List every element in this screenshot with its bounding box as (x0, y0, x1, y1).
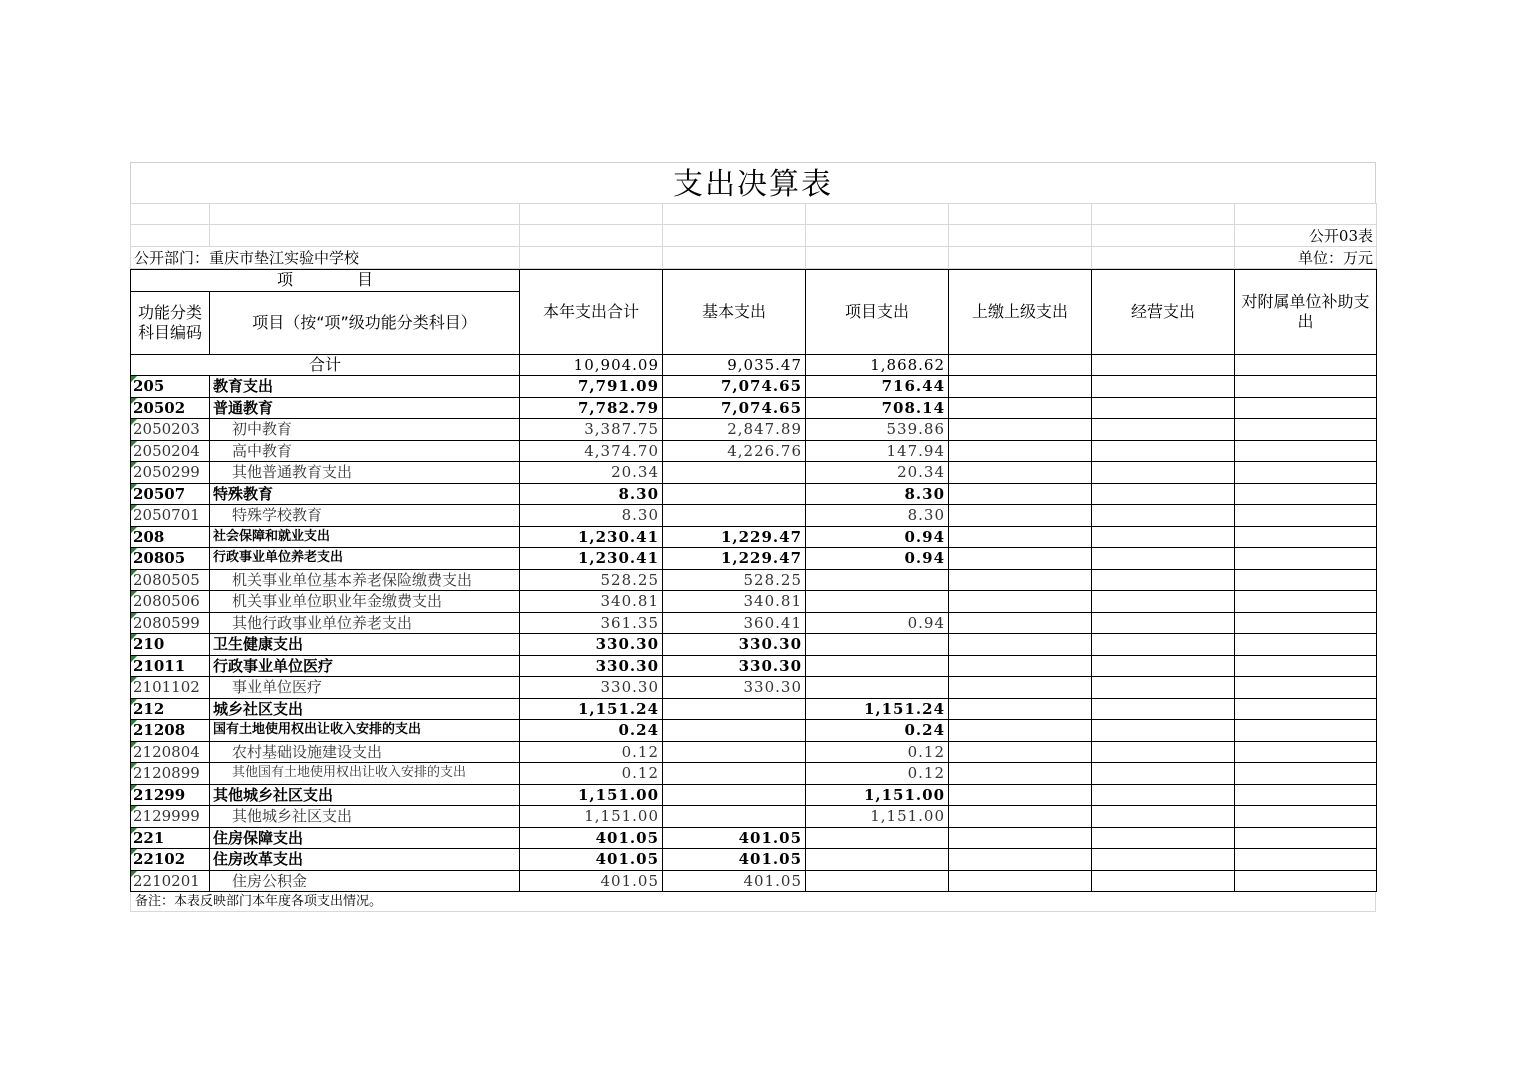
table-row (131, 677, 1377, 699)
subsidy-cell (1235, 440, 1377, 462)
total-cell: 1,151.00 (520, 784, 663, 806)
name-cell: 住房改革支出 (210, 849, 520, 871)
name-cell: 初中教育 (210, 419, 520, 441)
basic-cell: 340.81 (663, 591, 806, 613)
name-cell: 其他国有土地使用权出让收入安排的支出 (210, 763, 520, 785)
subsidy-cell (1235, 483, 1377, 505)
table-row (131, 763, 1377, 785)
subsidy-col-header: 对附属单位补助支出 (1235, 270, 1377, 355)
basic-cell: 1,229.47 (663, 548, 806, 570)
table-row (131, 483, 1377, 505)
business-cell (1092, 677, 1235, 699)
name-cell: 事业单位医疗 (210, 677, 520, 699)
table-row (131, 591, 1377, 613)
upper-cell (949, 462, 1092, 484)
project-cell: 539.86 (806, 419, 949, 441)
code-col-header: 功能分类科目编码 (131, 291, 210, 354)
name-cell: 卫生健康支出 (210, 634, 520, 656)
subsidy-cell (1235, 548, 1377, 570)
business-cell (1092, 720, 1235, 742)
business-cell (1092, 827, 1235, 849)
table-row (131, 806, 1377, 828)
name-cell: 住房保障支出 (210, 827, 520, 849)
upper-cell (949, 741, 1092, 763)
upper-cell (949, 806, 1092, 828)
blank-cell (1092, 204, 1235, 225)
name-cell: 国有土地使用权出让收入安排的支出 (210, 720, 520, 742)
basic-cell: 7,074.65 (663, 376, 806, 398)
name-cell: 教育支出 (210, 376, 520, 398)
table-row (131, 784, 1377, 806)
basic-cell (663, 763, 806, 785)
code-cell: 22102 (131, 849, 210, 871)
blank-cell (520, 225, 663, 247)
business-cell (1092, 505, 1235, 527)
subsidy-cell (1235, 870, 1377, 892)
table-row (131, 419, 1377, 441)
total-upper (949, 354, 1092, 376)
code-cell: 2120899 (131, 763, 210, 785)
blank-cell (210, 204, 520, 225)
table-row (131, 634, 1377, 656)
subsidy-cell (1235, 741, 1377, 763)
basic-cell: 360.41 (663, 612, 806, 634)
name-cell: 其他普通教育支出 (210, 462, 520, 484)
table-row (131, 397, 1377, 419)
name-cell: 其他行政事业单位养老支出 (210, 612, 520, 634)
table-row (131, 376, 1377, 398)
name-cell: 社会保障和就业支出 (210, 526, 520, 548)
blank-cell (949, 204, 1092, 225)
basic-col-header: 基本支出 (663, 270, 806, 355)
business-cell (1092, 483, 1235, 505)
code-cell: 2101102 (131, 677, 210, 699)
basic-cell (663, 741, 806, 763)
table-row (131, 655, 1377, 677)
total-cell: 0.12 (520, 741, 663, 763)
blank-cell (520, 247, 663, 269)
business-cell (1092, 397, 1235, 419)
code-cell: 21299 (131, 784, 210, 806)
business-cell (1092, 634, 1235, 656)
upper-cell (949, 591, 1092, 613)
upper-cell (949, 548, 1092, 570)
subsidy-cell (1235, 462, 1377, 484)
total-cell: 1,151.00 (520, 806, 663, 828)
subsidy-cell (1235, 849, 1377, 871)
total-cell: 528.25 (520, 569, 663, 591)
business-col-header: 经营支出 (1092, 270, 1235, 355)
total-cell: 1,151.24 (520, 698, 663, 720)
total-project: 1,868.62 (806, 354, 949, 376)
basic-cell (663, 505, 806, 527)
total-cell: 330.30 (520, 655, 663, 677)
name-cell: 农村基础设施建设支出 (210, 741, 520, 763)
name-cell: 行政事业单位医疗 (210, 655, 520, 677)
upper-cell (949, 440, 1092, 462)
department-label: 公开部门：重庆市垫江实验中学校 (131, 247, 520, 269)
subsidy-cell (1235, 397, 1377, 419)
item-group-header: 项 目 (131, 270, 520, 292)
table-row (131, 698, 1377, 720)
subsidy-cell (1235, 505, 1377, 527)
project-cell: 1,151.24 (806, 698, 949, 720)
upper-cell (949, 698, 1092, 720)
name-cell: 其他城乡社区支出 (210, 784, 520, 806)
business-cell (1092, 763, 1235, 785)
total-cell: 0.24 (520, 720, 663, 742)
project-col-header: 项目支出 (806, 270, 949, 355)
project-cell (806, 849, 949, 871)
blank-row (131, 204, 1377, 225)
upper-cell (949, 720, 1092, 742)
blank-cell (1092, 225, 1235, 247)
project-cell (806, 677, 949, 699)
total-cell: 401.05 (520, 827, 663, 849)
name-cell: 机关事业单位基本养老保险缴费支出 (210, 569, 520, 591)
project-cell (806, 591, 949, 613)
code-cell: 2210201 (131, 870, 210, 892)
code-cell: 2050203 (131, 419, 210, 441)
report-meta (130, 203, 1377, 269)
code-cell: 21011 (131, 655, 210, 677)
code-cell: 212 (131, 698, 210, 720)
code-cell: 208 (131, 526, 210, 548)
basic-cell (663, 720, 806, 742)
total-col-header: 本年支出合计 (520, 270, 663, 355)
code-cell: 2120804 (131, 741, 210, 763)
total-cell: 1,230.41 (520, 548, 663, 570)
total-cell: 0.12 (520, 763, 663, 785)
business-cell (1092, 548, 1235, 570)
subsidy-cell (1235, 655, 1377, 677)
upper-cell (949, 483, 1092, 505)
basic-cell: 330.30 (663, 634, 806, 656)
subsidy-cell (1235, 376, 1377, 398)
business-cell (1092, 462, 1235, 484)
project-cell: 8.30 (806, 505, 949, 527)
total-cell: 20.34 (520, 462, 663, 484)
project-cell: 147.94 (806, 440, 949, 462)
header-row-1 (131, 270, 1377, 292)
basic-cell: 7,074.65 (663, 397, 806, 419)
total-row (131, 354, 1377, 376)
name-cell: 住房公积金 (210, 870, 520, 892)
code-cell: 221 (131, 827, 210, 849)
subsidy-cell (1235, 806, 1377, 828)
upper-cell (949, 612, 1092, 634)
upper-cell (949, 677, 1092, 699)
upper-cell (949, 827, 1092, 849)
business-cell (1092, 376, 1235, 398)
total-cell: 3,387.75 (520, 419, 663, 441)
table-row (131, 526, 1377, 548)
blank-cell (1235, 204, 1377, 225)
name-cell: 特殊学校教育 (210, 505, 520, 527)
basic-cell (663, 784, 806, 806)
total-cell: 8.30 (520, 483, 663, 505)
total-cell: 4,374.70 (520, 440, 663, 462)
upper-cell (949, 505, 1092, 527)
project-cell: 0.24 (806, 720, 949, 742)
business-cell (1092, 655, 1235, 677)
blank-cell (663, 204, 806, 225)
unit-label: 单位：万元 (1235, 247, 1377, 269)
upper-cell (949, 419, 1092, 441)
project-cell: 1,151.00 (806, 806, 949, 828)
blank-cell (210, 225, 520, 247)
basic-cell: 330.30 (663, 655, 806, 677)
code-cell: 2129999 (131, 806, 210, 828)
basic-cell: 401.05 (663, 827, 806, 849)
subsidy-cell (1235, 612, 1377, 634)
total-cell: 8.30 (520, 505, 663, 527)
subsidy-cell (1235, 698, 1377, 720)
subsidy-cell (1235, 591, 1377, 613)
basic-cell (663, 698, 806, 720)
total-cell: 330.30 (520, 677, 663, 699)
total-label: 合计 (131, 354, 520, 376)
blank-cell (520, 204, 663, 225)
total-cell: 340.81 (520, 591, 663, 613)
project-cell: 0.94 (806, 548, 949, 570)
upper-cell (949, 784, 1092, 806)
name-col-header: 项目（按“项”级功能分类科目） (210, 291, 520, 354)
table-row (131, 741, 1377, 763)
business-cell (1092, 698, 1235, 720)
basic-cell (663, 462, 806, 484)
code-cell: 2080599 (131, 612, 210, 634)
code-cell: 2050701 (131, 505, 210, 527)
basic-cell: 2,847.89 (663, 419, 806, 441)
subsidy-cell (1235, 569, 1377, 591)
project-cell: 0.94 (806, 526, 949, 548)
total-cell: 361.35 (520, 612, 663, 634)
total-cell: 7,791.09 (520, 376, 663, 398)
business-cell (1092, 419, 1235, 441)
upper-col-header: 上缴上级支出 (949, 270, 1092, 355)
project-cell: 716.44 (806, 376, 949, 398)
name-cell: 城乡社区支出 (210, 698, 520, 720)
basic-cell (663, 806, 806, 828)
total-cell: 7,782.79 (520, 397, 663, 419)
upper-cell (949, 397, 1092, 419)
upper-cell (949, 870, 1092, 892)
table-row (131, 849, 1377, 871)
business-cell (1092, 591, 1235, 613)
name-cell: 机关事业单位职业年金缴费支出 (210, 591, 520, 613)
total-subsidy (1235, 354, 1377, 376)
total-business (1092, 354, 1235, 376)
basic-cell: 401.05 (663, 849, 806, 871)
project-cell (806, 870, 949, 892)
business-cell (1092, 784, 1235, 806)
code-cell: 20805 (131, 548, 210, 570)
upper-cell (949, 376, 1092, 398)
total-basic: 9,035.47 (663, 354, 806, 376)
subsidy-cell (1235, 677, 1377, 699)
basic-cell: 528.25 (663, 569, 806, 591)
subsidy-cell (1235, 526, 1377, 548)
table-row (131, 612, 1377, 634)
project-cell: 1,151.00 (806, 784, 949, 806)
business-cell (1092, 870, 1235, 892)
project-cell (806, 634, 949, 656)
project-cell: 0.94 (806, 612, 949, 634)
business-cell (1092, 849, 1235, 871)
table-row (131, 440, 1377, 462)
subsidy-cell (1235, 720, 1377, 742)
project-cell: 8.30 (806, 483, 949, 505)
basic-cell: 330.30 (663, 677, 806, 699)
code-cell: 2050299 (131, 462, 210, 484)
business-cell (1092, 612, 1235, 634)
business-cell (1092, 741, 1235, 763)
report-sheet (130, 162, 1376, 892)
name-cell: 特殊教育 (210, 483, 520, 505)
subsidy-cell (1235, 419, 1377, 441)
project-cell: 20.34 (806, 462, 949, 484)
code-cell: 20507 (131, 483, 210, 505)
business-cell (1092, 569, 1235, 591)
subsidy-cell (1235, 763, 1377, 785)
business-cell (1092, 806, 1235, 828)
project-cell (806, 827, 949, 849)
total-total: 10,904.09 (520, 354, 663, 376)
upper-cell (949, 569, 1092, 591)
department-row (131, 247, 1377, 269)
form-code-row (131, 225, 1377, 247)
code-cell: 205 (131, 376, 210, 398)
subsidy-cell (1235, 634, 1377, 656)
blank-cell (949, 247, 1092, 269)
code-cell: 21208 (131, 720, 210, 742)
footnote: 备注：本表反映部门本年度各项支出情况。 (130, 892, 1376, 912)
business-cell (1092, 440, 1235, 462)
table-row (131, 870, 1377, 892)
business-cell (1092, 526, 1235, 548)
code-cell: 2080506 (131, 591, 210, 613)
basic-cell: 401.05 (663, 870, 806, 892)
blank-cell (1092, 247, 1235, 269)
code-cell: 210 (131, 634, 210, 656)
table-row (131, 569, 1377, 591)
upper-cell (949, 849, 1092, 871)
project-cell (806, 655, 949, 677)
table-row (131, 505, 1377, 527)
table-row (131, 827, 1377, 849)
blank-cell (131, 225, 210, 247)
project-cell: 0.12 (806, 763, 949, 785)
upper-cell (949, 655, 1092, 677)
name-cell: 行政事业单位养老支出 (210, 548, 520, 570)
code-cell: 20502 (131, 397, 210, 419)
basic-cell (663, 483, 806, 505)
table-row (131, 720, 1377, 742)
expenditure-table (130, 269, 1377, 892)
project-cell: 0.12 (806, 741, 949, 763)
upper-cell (949, 763, 1092, 785)
upper-cell (949, 526, 1092, 548)
table-row (131, 462, 1377, 484)
code-cell: 2080505 (131, 569, 210, 591)
name-cell: 高中教育 (210, 440, 520, 462)
blank-cell (949, 225, 1092, 247)
form-code: 公开03表 (1235, 225, 1377, 247)
table-row (131, 548, 1377, 570)
report-title: 支出决算表 (130, 162, 1376, 203)
project-cell (806, 569, 949, 591)
blank-cell (806, 204, 949, 225)
name-cell: 其他城乡社区支出 (210, 806, 520, 828)
upper-cell (949, 634, 1092, 656)
blank-cell (806, 225, 949, 247)
blank-cell (131, 204, 210, 225)
blank-cell (663, 247, 806, 269)
name-cell: 普通教育 (210, 397, 520, 419)
blank-cell (663, 225, 806, 247)
blank-cell (806, 247, 949, 269)
subsidy-cell (1235, 827, 1377, 849)
total-cell: 401.05 (520, 849, 663, 871)
code-cell: 2050204 (131, 440, 210, 462)
total-cell: 401.05 (520, 870, 663, 892)
total-cell: 1,230.41 (520, 526, 663, 548)
project-cell: 708.14 (806, 397, 949, 419)
total-cell: 330.30 (520, 634, 663, 656)
subsidy-cell (1235, 784, 1377, 806)
basic-cell: 1,229.47 (663, 526, 806, 548)
basic-cell: 4,226.76 (663, 440, 806, 462)
